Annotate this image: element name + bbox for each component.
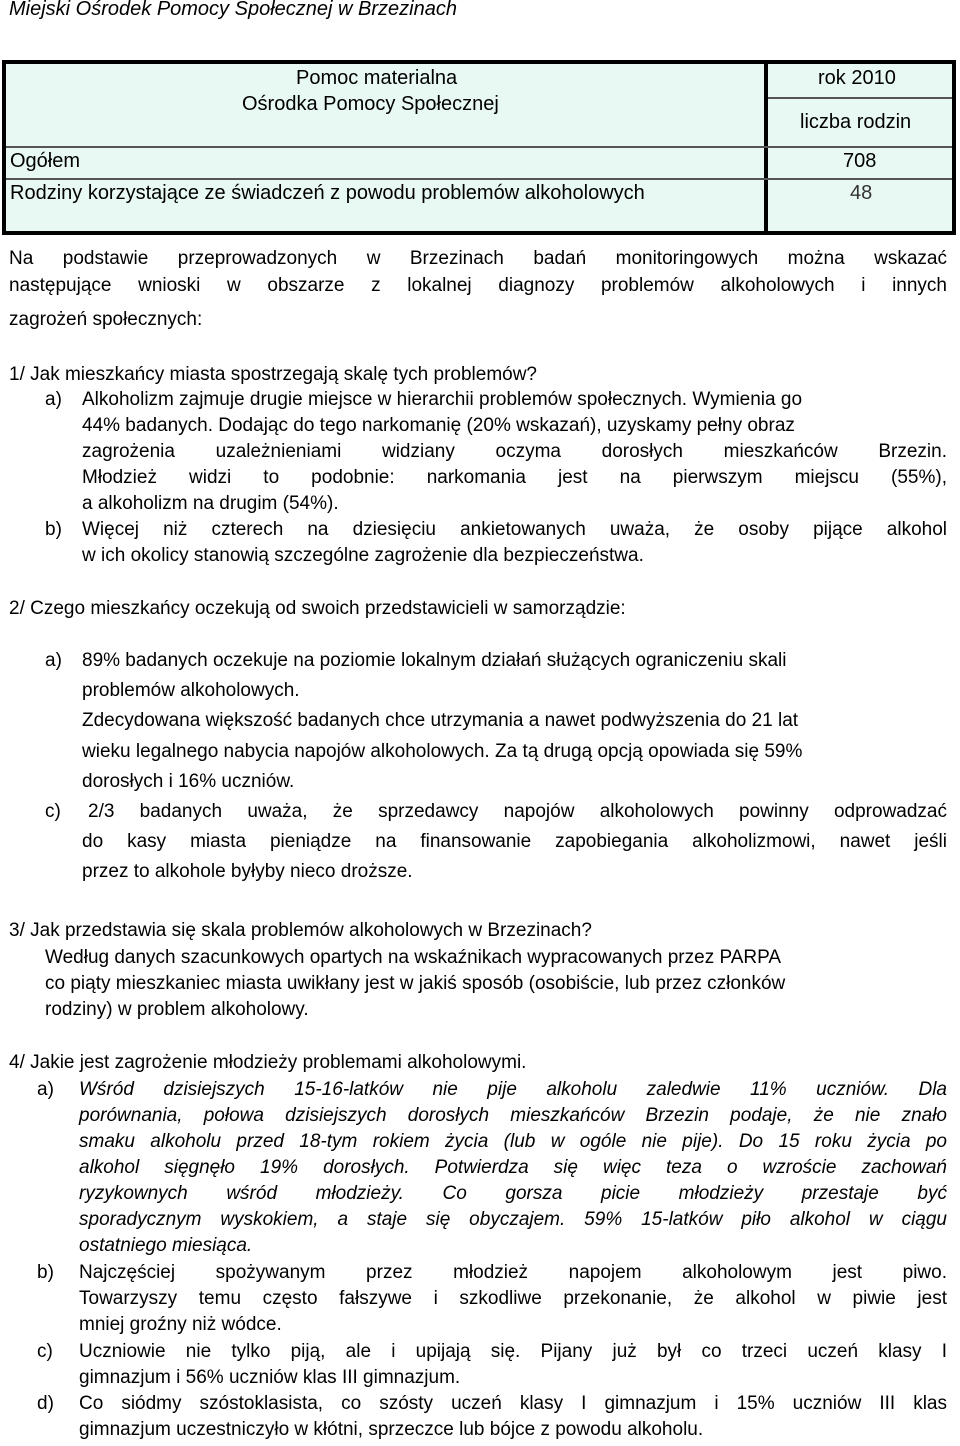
intro-line-2: następujące wnioski w obszarze z lokalnej diagnozy problemów alkoholowych i innych: [9, 275, 947, 296]
s4-d-line-1: Co siódmy szóstoklasista, co szósty uczeń klasy I gimnazjum i 15% uczniów III klas: [79, 1393, 947, 1414]
s1-a-line-2: 44% badanych. Dodając do tego narkomanię (20% wskazań), uzyskamy pełny obraz: [82, 415, 795, 436]
s1-a-line-3: zagrożenia uzależnieniami widziany oczyma dorosłych mieszkańców Brzezin.: [82, 441, 947, 462]
s4-heading: 4/ Jakie jest zagrożenie młodzieży problemami alkoholowymi.: [9, 1052, 527, 1073]
s3-line-1: Według danych szacunkowych opartych na wskaźnikach wypracowanych przez PARPA: [45, 947, 782, 968]
s4-a-line-7: ostatniego miesiąca.: [79, 1235, 253, 1256]
intro-line-3: zagrożeń społecznych:: [9, 309, 203, 330]
s2-c-line-1: 2/3 badanych uważa, że sprzedawcy napojów alkoholowych powinny odprowadzać: [88, 801, 947, 822]
s1-b-line-1: Więcej niż czterech na dziesięciu ankietowanych uważa, że osoby pijące alkohol: [82, 519, 947, 540]
s2-heading: 2/ Czego mieszkańcy oczekują od swoich przedstawicieli w samorządzie:: [9, 598, 626, 619]
s2-a-marker: a): [45, 650, 62, 671]
s4-b-line-3: mniej groźny niż wódce.: [79, 1314, 282, 1335]
s4-b-line-1: Najczęściej spożywanym przez młodzież napojem alkoholowym jest piwo.: [79, 1262, 947, 1283]
assistance-table: [2, 60, 956, 235]
table-title-line1: Pomoc materialna: [296, 67, 458, 89]
s4-a-line-4: alkohol sięgnęło 19% dorosłych. Potwierdza się więc teza o wzroście zachowań: [79, 1157, 947, 1178]
s4-c-marker: c): [37, 1341, 53, 1362]
s2-a-line-4: wieku legalnego nabycia napojów alkoholowych. Za tą drugą opcją opowiada się 59%: [82, 741, 803, 762]
s1-a-line-4: Młodzież widzi to podobnie: narkomania jest na pierwszym miejscu (55%),: [82, 467, 947, 488]
s4-a-line-3: smaku alkoholu przed 18-tym rokiem życia (lub w ogóle nie pije). Do 15 roku życia po: [79, 1131, 947, 1152]
s4-d-line-2: gimnazjum uczestniczyło w kłótni, sprzeczce lub bójce z powodu alkoholu.: [79, 1419, 704, 1440]
s3-line-3: rodziny) w problem alkoholowy.: [45, 999, 309, 1020]
s4-b-marker: b): [37, 1262, 54, 1283]
s3-line-2: co piąty mieszkaniec miasta uwikłany jest w jakiś sposób (osobiście, lub przez członków: [45, 973, 786, 994]
s4-d-marker: d): [37, 1393, 54, 1414]
page-header: Miejski Ośrodek Pomocy Społecznej w Brzezinach: [9, 0, 457, 20]
s1-b-marker: b): [45, 519, 62, 540]
s4-a-marker: a): [37, 1079, 54, 1100]
s2-c-line-2: do kasy miasta pieniądze na finansowanie zapobiegania alkoholizmowi, nawet jeśli: [82, 831, 947, 852]
s2-a-line-5: dorosłych i 16% uczniów.: [82, 771, 295, 792]
s4-a-line-6: sporadycznym wyskokiem, a staje się obyczajem. 59% 15-latków piło alkohol w ciągu: [79, 1209, 947, 1230]
s1-b-line-2: w ich okolicy stanowią szczególne zagrożenie dla bezpieczeństwa.: [82, 545, 644, 566]
row-total-value: 708: [843, 150, 877, 172]
table-unit: liczba rodzin: [800, 111, 912, 133]
row-alcohol-label: Rodziny korzystające ze świadczeń z powodu problemów alkoholowych: [10, 182, 645, 204]
s1-a-line-1: Alkoholizm zajmuje drugie miejsce w hierarchii problemów społecznych. Wymienia go: [82, 389, 803, 410]
intro-line-1: Na podstawie przeprowadzonych w Brzezinach badań monitoringowych można wskazać: [9, 248, 947, 269]
s4-c-line-2: gimnazjum i 56% uczniów klas III gimnazjum.: [79, 1367, 461, 1388]
s3-heading: 3/ Jak przedstawia się skala problemów alkoholowych w Brzezinach?: [9, 920, 592, 941]
s4-c-line-1: Uczniowie nie tylko piją, ale i upijają się. Pijany już był co trzeci uczeń klasy I: [79, 1341, 947, 1362]
s4-b-line-2: Towarzyszy temu często fałszywe i szkodliwe przekonanie, że alkohol w piwie jest: [79, 1288, 947, 1309]
table-title-line2: Ośrodka Pomocy Społecznej: [242, 93, 499, 115]
row-total-label: Ogółem: [10, 150, 81, 172]
s2-a-line-1: 89% badanych oczekuje na poziomie lokalnym działań służących ograniczeniu skali: [82, 650, 787, 671]
row-alcohol-value: 48: [850, 182, 873, 204]
s4-a-line-5: ryzykownych wśród młodzieży. Co gorsza picie młodzieży przestaje być: [79, 1183, 947, 1204]
s1-heading: 1/ Jak mieszkańcy miasta spostrzegają skalę tych problemów?: [9, 364, 538, 385]
s2-c-marker: c): [45, 801, 61, 822]
table-year: rok 2010: [818, 67, 896, 89]
s1-a-line-5: a alkoholizm na drugim (54%).: [82, 493, 339, 514]
s1-a-marker: a): [45, 389, 62, 410]
s2-a-line-2: problemów alkoholowych.: [82, 680, 300, 701]
s4-a-line-2: porównania, połowa dzisiejszych dorosłych mieszkańców Brzezin podaje, że nie znało: [79, 1105, 947, 1126]
s2-c-line-3: przez to alkohole byłyby nieco droższe.: [82, 861, 413, 882]
s4-a-line-1: Wśród dzisiejszych 15-16-latków nie pije alkoholu zaledwie 11% uczniów. Dla: [79, 1079, 947, 1100]
s2-a-line-3: Zdecydowana większość badanych chce utrzymania a nawet podwyższenia do 21 lat: [82, 710, 799, 731]
